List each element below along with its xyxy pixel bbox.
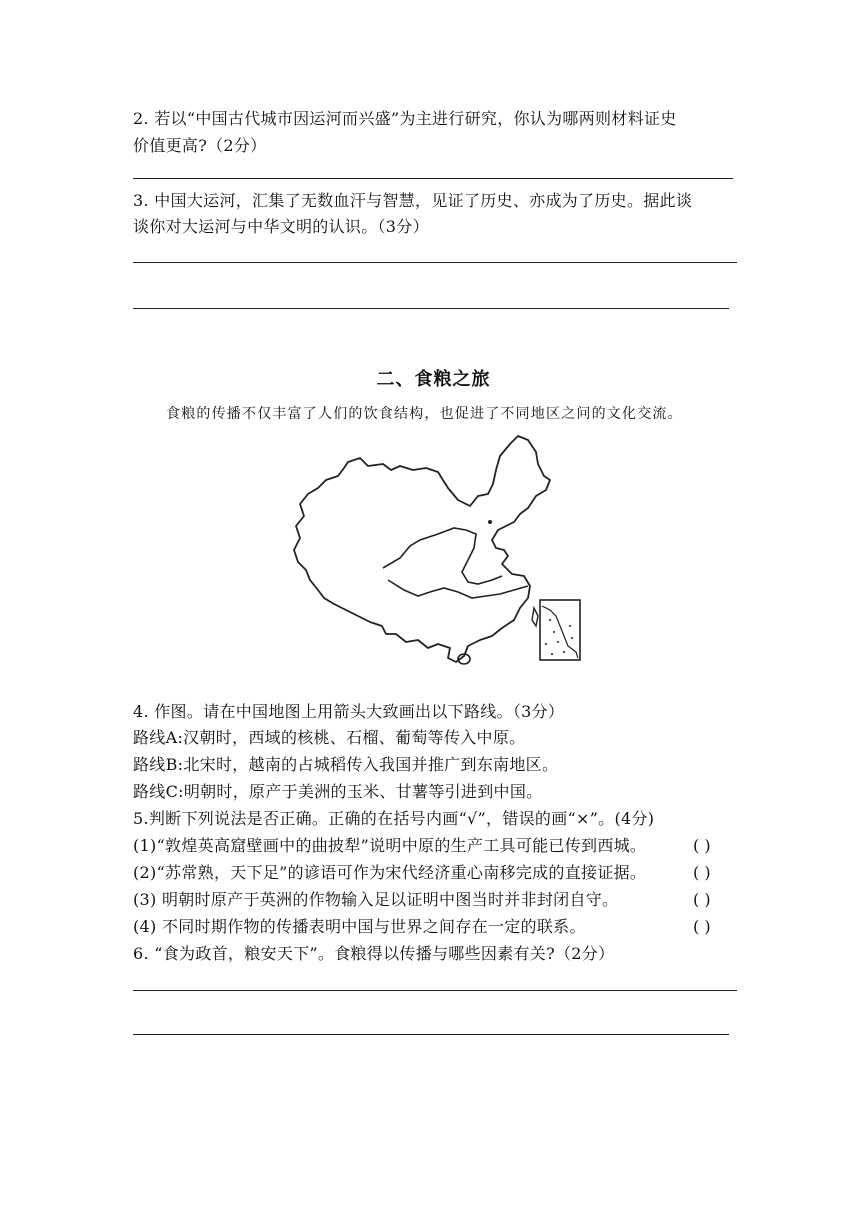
yangtze-river [388,580,528,598]
q4-route-a: 路线A:汉朝时，西域的核桃、石榴、葡萄等传入中原。 [133,728,526,747]
q4-route-c: 路线C:明朝时，原产于美洲的玉米、甘薯等引进到中国。 [133,782,543,801]
q6-answer-line-2 [133,1034,729,1035]
q3-text-line1: 3. 中国大运河，汇集了无数血汗与智慧，见证了历史、亦成为了历史。据此谈 [133,191,693,210]
q5-item-1: (1)“敦煌英高窟壁画中的曲披犁”说明中原的生产工具可能已传到西城。 [133,836,647,855]
q5-item-2-answer-parens[interactable]: ( ) [693,863,711,882]
q5-item-4-answer-parens[interactable]: ( ) [693,917,711,936]
q5-item-2: (2)“苏常熟，天下足”的谚语可作为宋代经济重心南移完成的直接证据。 [133,863,647,882]
q5-item-4: (4) 不同时期作物的传播表明中国与世界之间存在一定的联系。 [133,917,586,936]
q5-item-3: (3) 明朝时原产于英洲的作物输入足以证明中图当时并非封闭自守。 [133,890,619,909]
q5-item-1-answer-parens[interactable]: ( ) [693,836,711,855]
section-title: 二、食粮之旅 [376,369,491,390]
china-outline-map [288,430,588,670]
inset-coast [542,606,578,658]
q4-route-b: 路线B:北宋时，越南的占城稻传入我国并推广到东南地区。 [133,755,559,774]
taiwan-island [532,608,538,626]
q2-text-line1: 2. 若以“中国古代城市因运河而兴盛”为主进行研究，你认为哪两则材料证史 [133,109,677,128]
q6-prompt: 6. “食为政首，粮安天下”。食粮得以传播与哪些因素有关?（2分） [133,944,615,963]
capital-marker [488,520,492,524]
yellow-river [383,528,502,584]
q2-text-line2: 价值更高?（2分） [133,136,267,155]
q4-prompt: 4. 作图。请在中国地图上用箭头大致画出以下路线。（3分） [133,702,565,721]
q5-prompt: 5.判断下列说法是否正确。正确的在括号内画“√”，错误的画“×”。(4分) [133,809,655,828]
q3-text-line2: 谈你对大运河与中华文明的认识。（3分） [133,217,429,236]
q5-item-3-answer-parens[interactable]: ( ) [693,890,711,909]
q3-answer-line-1 [133,262,737,263]
q6-answer-line-1 [133,990,737,991]
q3-answer-line-2 [133,308,729,309]
section-intro: 食粮的传播不仅丰富了人们的饮食结构，也促进了不同地区之问的文化交流。 [166,406,683,422]
q2-answer-line [133,178,733,179]
china-border [294,436,550,662]
